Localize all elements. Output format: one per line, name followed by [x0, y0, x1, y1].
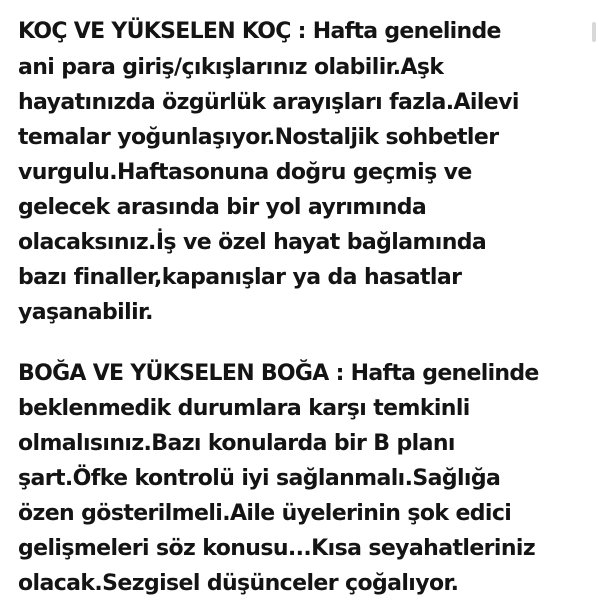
- koc-line-6: gelecek arasında bir yol ayrımında: [18, 195, 427, 220]
- boga-line-1: BOĞA VE YÜKSELEN BOĞA : Hafta genelinde: [18, 361, 539, 386]
- koc-line-4: temalar yoğunlaşıyor.Nostaljik sohbetler: [18, 125, 499, 150]
- koc-line-5: vurgulu.Haftasonuna doğru geçmiş ve: [18, 160, 472, 185]
- koc-line-1: KOÇ VE YÜKSELEN KOÇ : Hafta genelinde: [18, 19, 501, 44]
- boga-line-2: beklenmedik durumlara karşı temkinli: [18, 396, 470, 421]
- boga-line-6: gelişmeleri söz konusu...Kısa seyahatleriniz: [18, 536, 536, 561]
- koc-line-3: hayatınızda özgürlük arayışları fazla.Ailevi: [18, 90, 519, 115]
- boga-line-7: olacak.Sezgisel düşünceler çoğalıyor.: [18, 571, 459, 596]
- boga-line-3: olmalısınız.Bazı konularda bir B planı: [18, 431, 455, 456]
- boga-line-5: özen gösterilmeli.Aile üyelerinin şok edici: [18, 501, 512, 526]
- koc-line-7: olacaksınız.İş ve özel hayat bağlamında: [18, 230, 487, 255]
- koc-line-8: bazı finaller,kapanışlar ya da hasatlar: [18, 265, 462, 290]
- koc-line-2: ani para giriş/çıkışlarınız olabilir.Aşk: [18, 55, 444, 80]
- koc-line-9: yaşanabilir.: [18, 300, 153, 325]
- edge-artifact: [592, 22, 596, 42]
- boga-line-4: şart.Öfke kontrolü iyi sağlanmalı.Sağlığa: [18, 466, 501, 491]
